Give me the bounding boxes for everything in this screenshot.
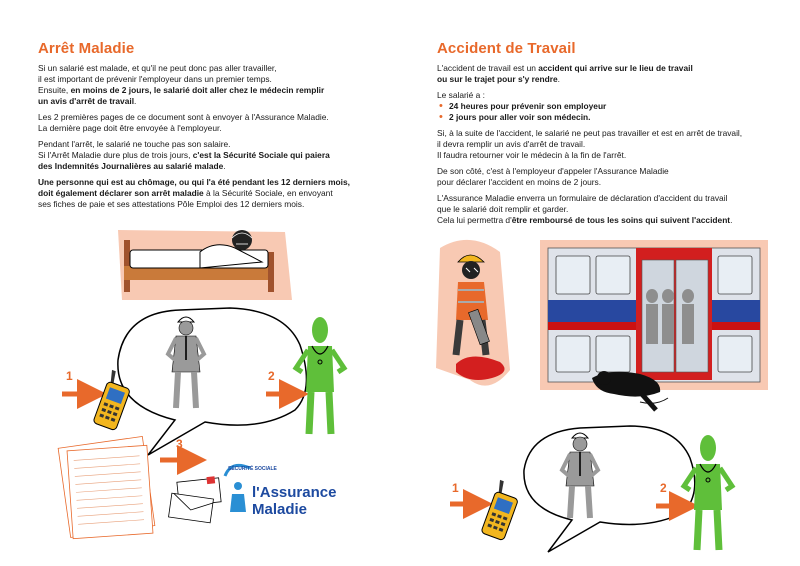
injured-worker-illustration	[436, 240, 510, 386]
left-speech-bubble	[118, 308, 307, 455]
left-step-2: 2	[268, 369, 275, 383]
mobile-phone-icon	[481, 480, 523, 541]
right-paragraph-3: Si, à la suite de l'accident, le salarié ne peut pas travailler et est en arrêt de travail, il devra remplir un avis d'arrêt de travail. Il faudra retourner voir le médecin à la fin de l'arrêt.	[437, 128, 743, 160]
left-title: Arrêt Maladie	[38, 40, 135, 57]
right-paragraph-1: L'accident de travail est un accident qui arrive sur le lieu de travail ou sur le trajet pour s'y rendre.	[437, 63, 693, 84]
assurance-maladie-logo	[225, 464, 336, 518]
right-step-2: 2	[660, 481, 667, 495]
left-paragraph-4: Une personne qui est au chômage, ou qui l'a été pendant les 12 derniers mois, doit également déclarer son arrêt maladie à la Sécurité Sociale, en envoyant ses fiches de paie et ses attestations Pôle Emploi des 12 derniers mois.	[38, 177, 350, 209]
right-title: Accident de Travail	[437, 40, 576, 57]
svg-text:SÉCURITÉ SOCIALE: SÉCURITÉ SOCIALE	[228, 466, 277, 472]
svg-text:Maladie: Maladie	[252, 501, 308, 518]
list-item: • 24 heures pour prévenir son employeur	[449, 101, 757, 112]
left-step-1: 1	[66, 369, 73, 383]
left-paragraph-3: Pendant l'arrêt, le salarié ne touche pas son salaire. Si l'Arrêt Maladie dure plus de trois jours, c'est la Sécurité Sociale qui paiera des Indemnités Journalières au salarié malade.	[38, 139, 330, 171]
right-step-1: 1	[452, 481, 459, 495]
right-paragraph-5: L'Assurance Maladie enverra un formulaire de déclaration d'accident du travail que le salarié doit remplir et garder. Cela lui permettra d'être remboursé de tous les soins qui suivent l'accident.	[437, 193, 733, 225]
right-paragraph-2-intro: Le salarié a :	[437, 90, 485, 100]
list-item: • 2 jours pour aller voir son médecin.	[449, 112, 757, 123]
left-paragraph-1: Si un salarié est malade, et qu'il ne peut donc pas aller travailler, il est important de prévenir l'employeur dans un premier temps. Ensuite, en moins de 2 jours, le salarié doit aller chez le médecin remplir un avis d'arrêt de travail.	[38, 63, 325, 106]
sick-in-bed-illustration	[118, 230, 292, 300]
left-step-3: 3	[176, 437, 183, 451]
metro-train-illustration	[540, 240, 768, 390]
form-document-icon	[58, 436, 155, 538]
svg-text:l'Assurance: l'Assurance	[252, 484, 337, 501]
right-speech-bubble	[524, 426, 695, 552]
right-paragraph-4: De son côté, c'est à l'employeur d'appeler l'Assurance Maladie pour déclarer l'accident en moins de 2 jours.	[437, 166, 669, 187]
envelope-icon	[169, 476, 222, 523]
left-paragraph-2: Les 2 premières pages de ce document sont à envoyer à l'Assurance Maladie. La dernière page doit être envoyée à l'employeur.	[38, 112, 329, 133]
